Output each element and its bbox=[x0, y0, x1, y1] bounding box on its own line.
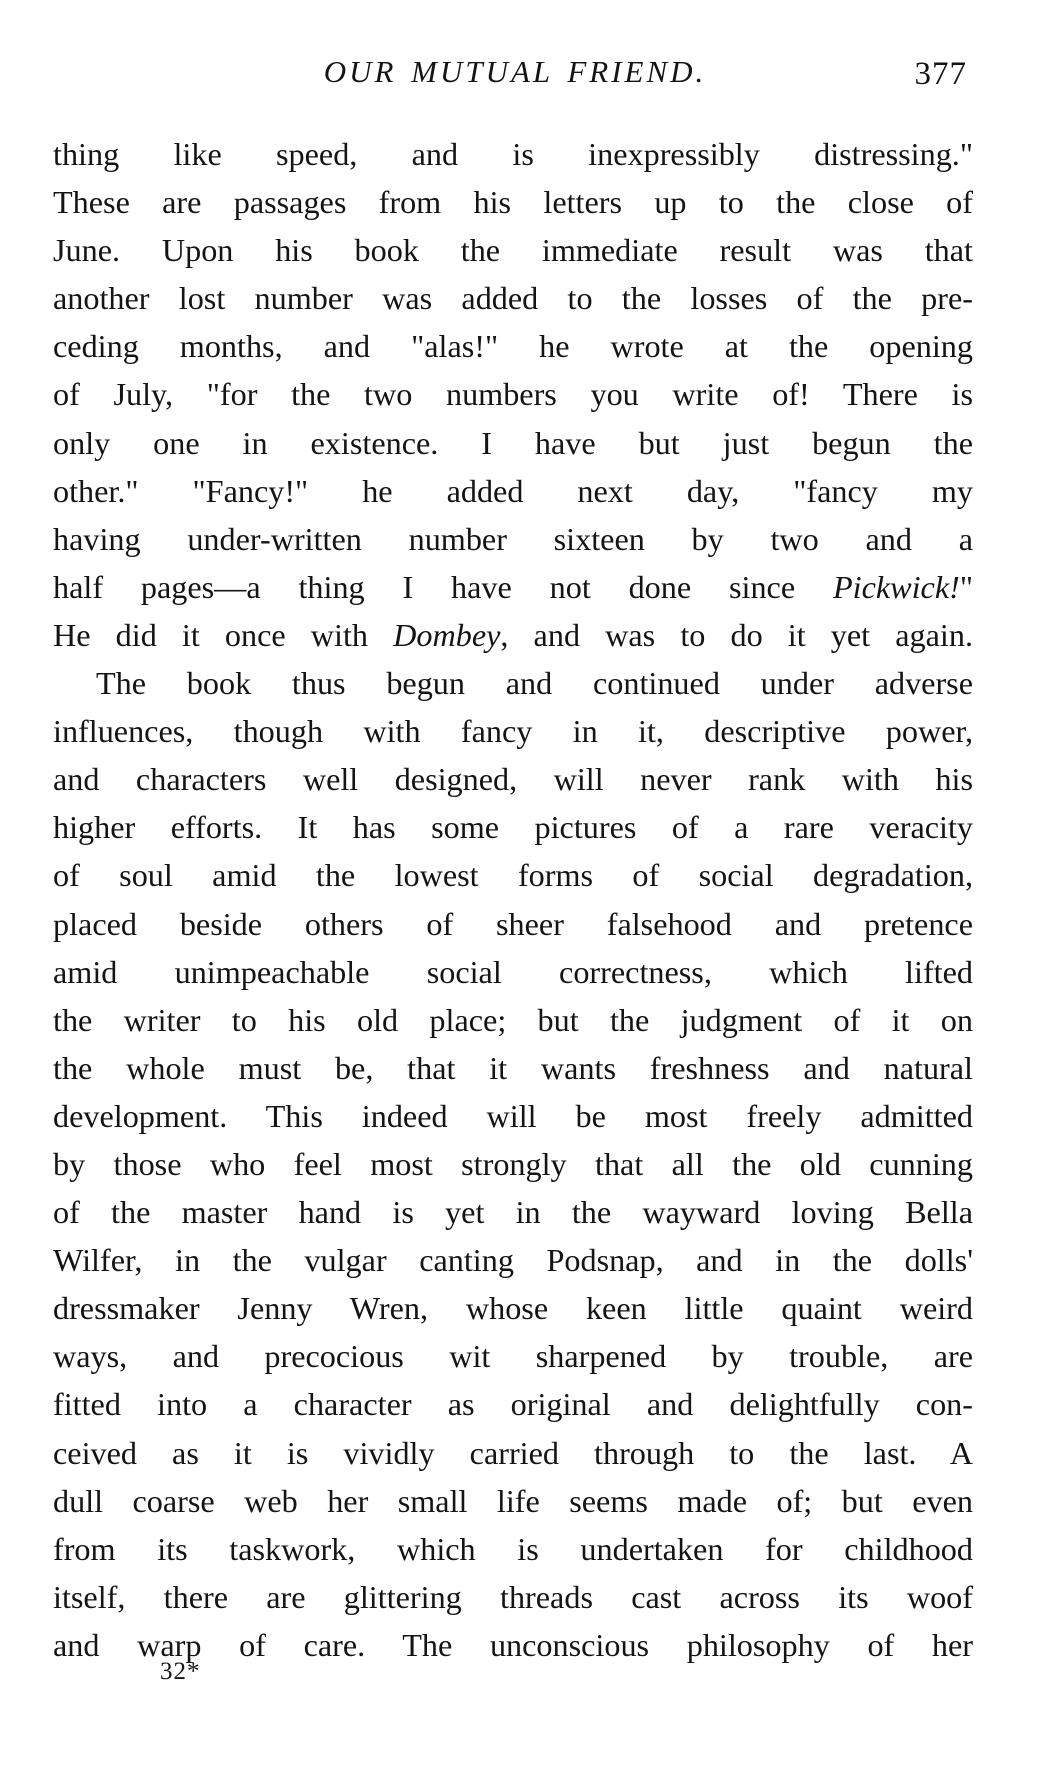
text-line: These are passages from his letters up to the close of bbox=[53, 184, 973, 221]
text-line: itself, there are glittering threads cast across its woof bbox=[53, 1578, 973, 1615]
text-run: He did it once with bbox=[53, 616, 394, 653]
text-line: The book thus begun and continued under adverse bbox=[96, 665, 973, 702]
text-line: and warp of care. The unconscious philosophy of her bbox=[53, 1626, 973, 1663]
book-title-pickwick: Pickwick! bbox=[832, 568, 960, 605]
text-line: having under-written number sixteen by two and a bbox=[53, 520, 973, 557]
text-line: of the master hand is yet in the wayward loving Bella bbox=[53, 1194, 973, 1231]
text-line: development. This indeed will be most freely admitted bbox=[53, 1097, 973, 1134]
text-line: the whole must be, that it wants freshness and natural bbox=[53, 1049, 973, 1086]
text-line bbox=[53, 611, 973, 659]
text-line: ceived as it is vividly carried through to the last. A bbox=[53, 1434, 973, 1471]
text-run: , and was to do it yet again. bbox=[500, 616, 973, 653]
text-line: another lost number was added to the losses of the pre- bbox=[53, 280, 973, 317]
text-run: " bbox=[959, 568, 973, 605]
text-line: influences, though with fancy in it, descriptive power, bbox=[53, 713, 973, 750]
page-number: 377 bbox=[914, 56, 967, 92]
running-title: OUR MUTUAL FRIEND. bbox=[323, 54, 707, 89]
text-run: half pages—a thing I have not done since bbox=[53, 568, 833, 605]
text-line: only one in existence. I have but just begun the bbox=[53, 424, 973, 461]
text-line: ceding months, and "alas!" he wrote at the opening bbox=[53, 328, 973, 365]
text-line: the writer to his old place; but the judgment of it on bbox=[53, 1001, 973, 1038]
text-line: by those who feel most strongly that all the old cunning bbox=[53, 1145, 973, 1182]
text-line: ways, and precocious wit sharpened by trouble, are bbox=[53, 1338, 973, 1375]
running-head bbox=[55, 50, 975, 100]
book-title-dombey: Dombey bbox=[393, 616, 501, 653]
text-line: thing like speed, and is inexpressibly distressing." bbox=[53, 136, 973, 172]
text-line: dressmaker Jenny Wren, whose keen little quaint weird bbox=[53, 1290, 973, 1327]
text-line: and characters well designed, will never rank with his bbox=[53, 761, 973, 798]
text-line: June. Upon his book the immediate result was that bbox=[53, 232, 973, 269]
text-line: Wilfer, in the vulgar canting Podsnap, and in the dolls' bbox=[53, 1242, 973, 1279]
text-line: higher efforts. It has some pictures of a rare veracity bbox=[53, 809, 973, 846]
text-line: of soul amid the lowest forms of social degradation, bbox=[53, 857, 973, 894]
text-line: from its taskwork, which is undertaken for childhood bbox=[53, 1530, 973, 1567]
text-line: fitted into a character as original and delightfully con- bbox=[53, 1386, 973, 1423]
body-text bbox=[53, 130, 973, 1669]
text-line bbox=[53, 563, 973, 611]
text-line: dull coarse web her small life seems made of; but even bbox=[53, 1482, 973, 1519]
text-line: placed beside others of sheer falsehood and pretence bbox=[53, 905, 973, 942]
text-line: other." "Fancy!" he added next day, "fancy my bbox=[53, 472, 973, 509]
text-line: of July, "for the two numbers you write of! There is bbox=[53, 376, 973, 413]
text-line: amid unimpeachable social correctness, which lifted bbox=[53, 953, 973, 990]
signature-mark: 32* bbox=[160, 1658, 201, 1685]
